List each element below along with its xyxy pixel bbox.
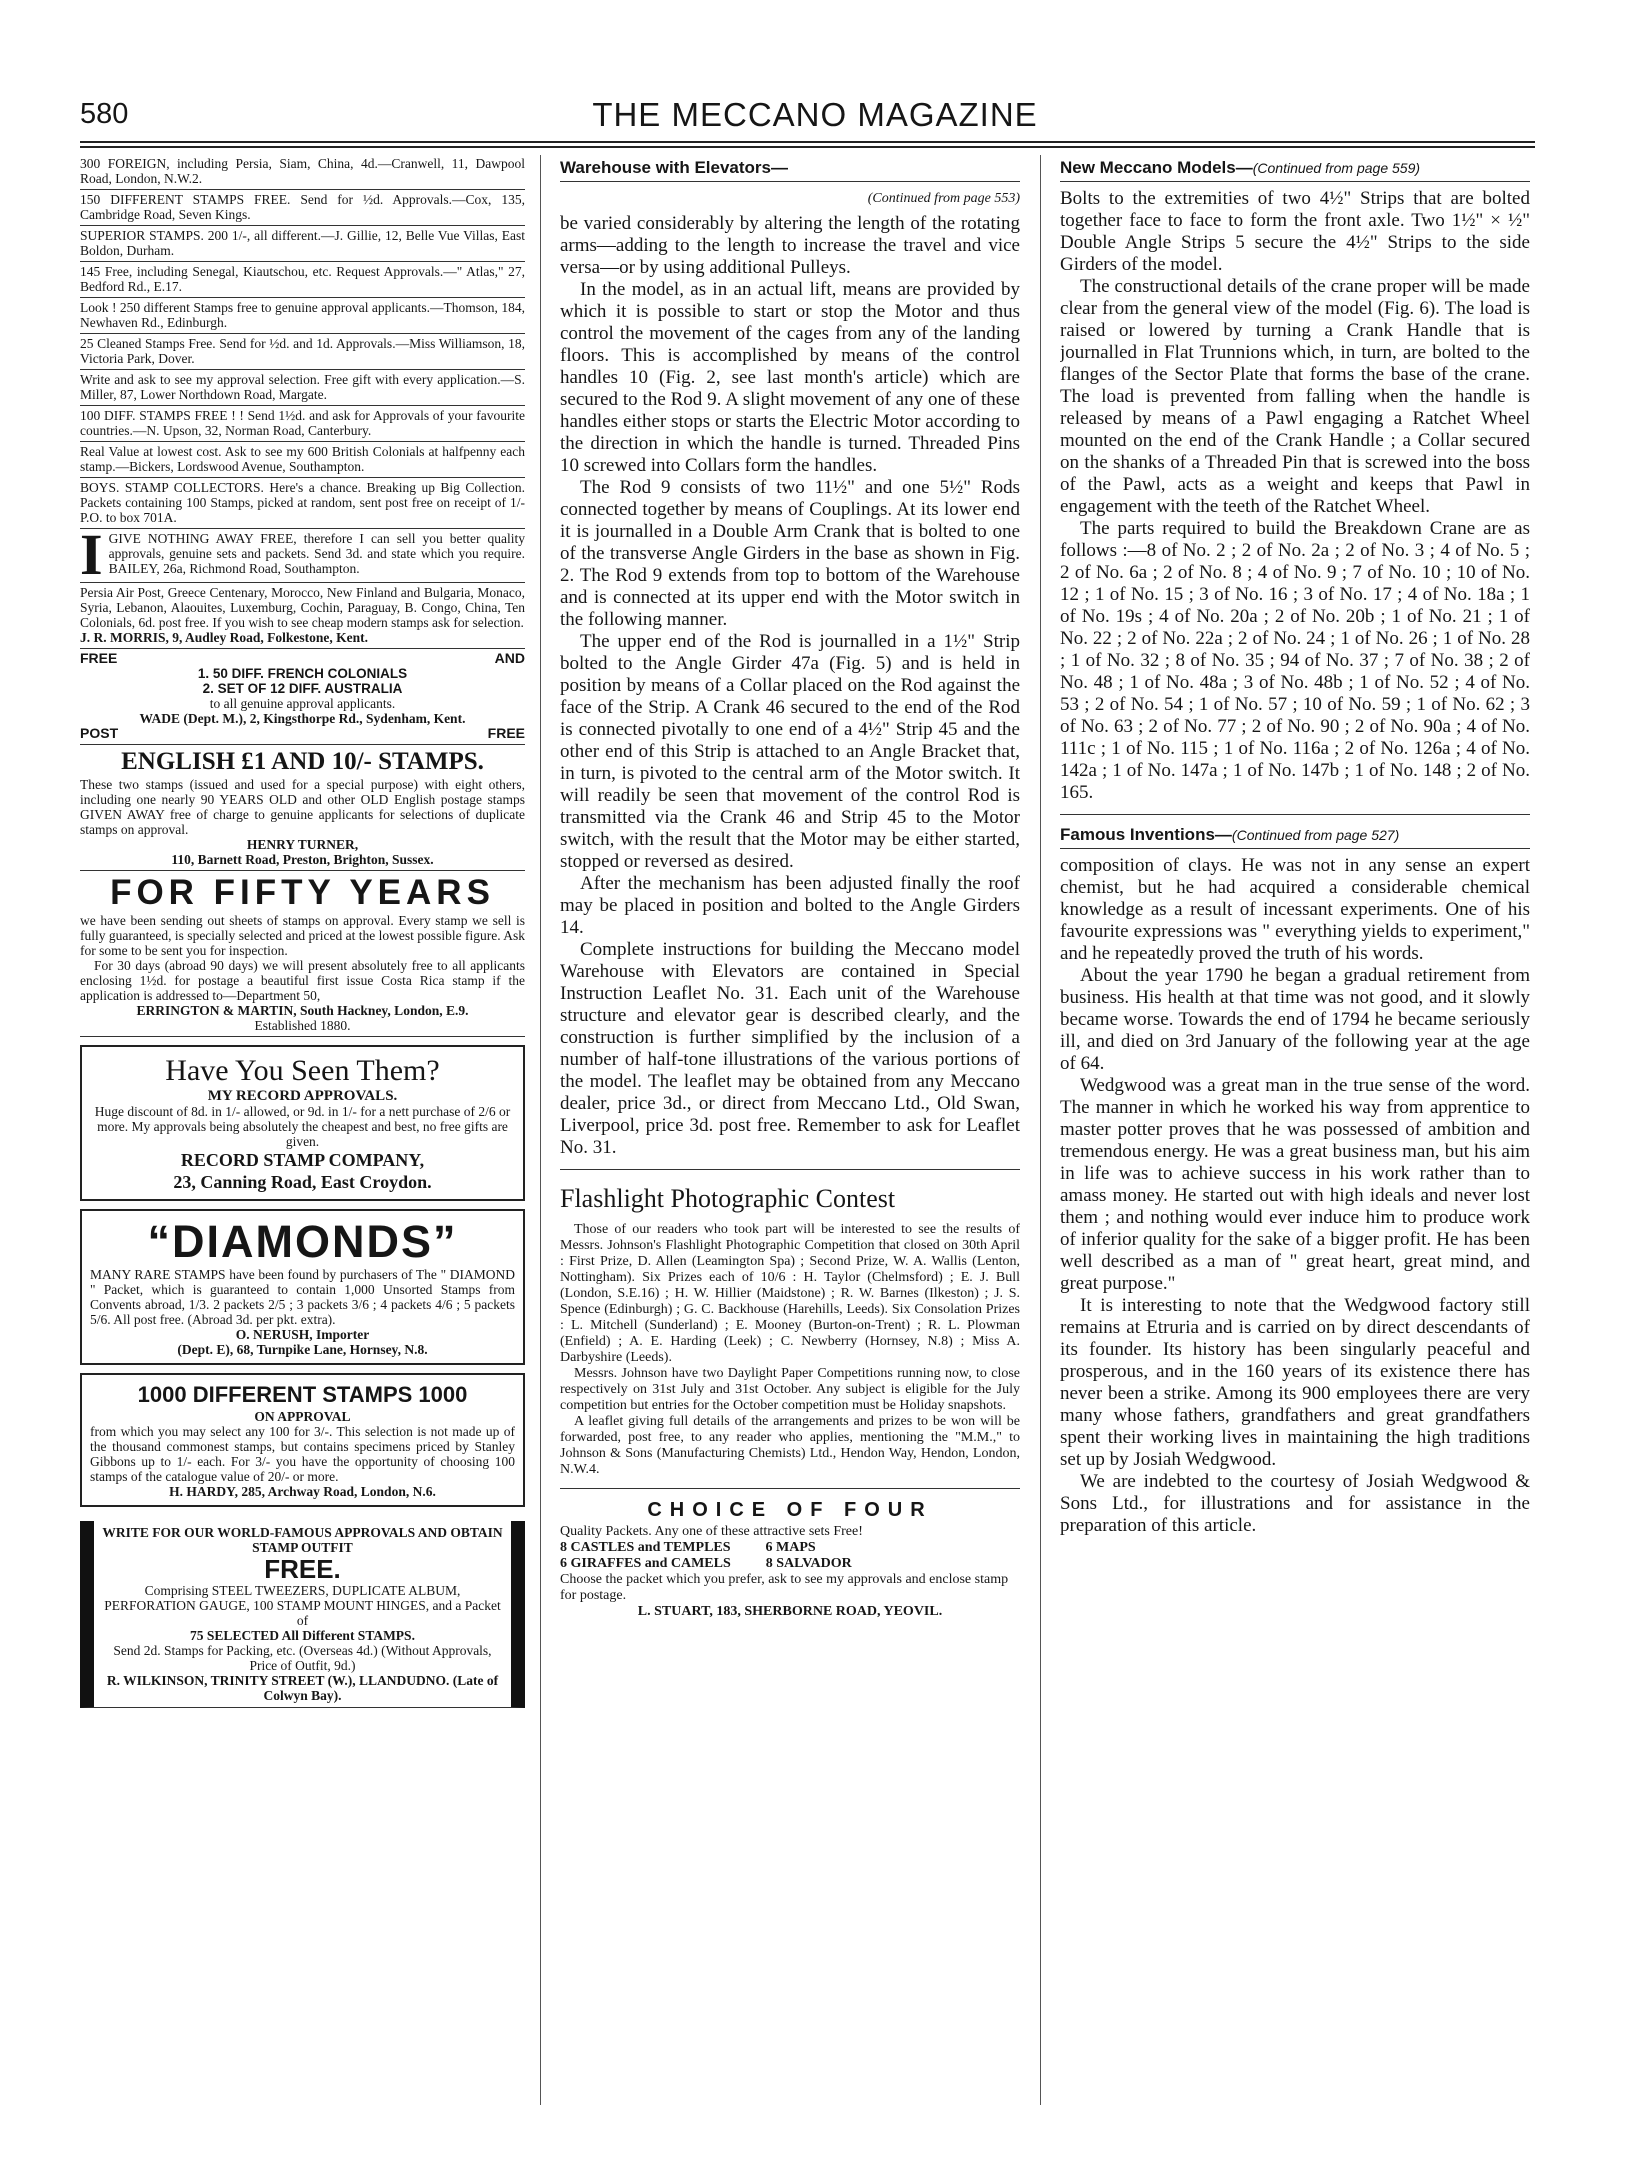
hardy-ad-address: H. HARDY, 285, Archway Road, London, N.6. bbox=[169, 1484, 436, 1499]
classified-ad: 25 Cleaned Stamps Free. Send for ½d. and 1d. Approvals.—Miss Williamson, 18, Victoria Park, Dover. bbox=[80, 334, 525, 370]
diamonds-ad-address: (Dept. E), 68, Turnpike Lane, Hornsey, N.8. bbox=[177, 1342, 428, 1357]
classified-ad: SUPERIOR STAMPS. 200 1/-, all different.—J. Gillie, 12, Belle Vue Villas, East Boldon, Durham. bbox=[80, 226, 525, 262]
stuart-ad-line: 6 GIRAFFES and CAMELS 8 SALVADOR bbox=[560, 1556, 852, 1571]
record-stamp-ad-subtitle: MY RECORD APPROVALS. bbox=[207, 1088, 398, 1104]
morris-ad-text: Persia Air Post, Greece Centenary, Morocco, New Finland and Bulgaria, Monaco, Syria, Lebanon, Alaouites, Luxemburg, Cochin, Paraguay, B. Congo, China, Ten Colonials, 6d. post free. If you wish to see cheap modern stamps ask for selection. bbox=[80, 585, 525, 630]
article-paragraph: Bolts to the extremities of two 4½" Strips that are bolted together face to face to form the front axle. Two 1½" × ½" Double Angle Strips 5 secure the 4½" Strips to the side Girders of the model. bbox=[1060, 188, 1530, 275]
article-paragraph: be varied considerably by altering the length of the rotating arms—adding to the length to increase the travel and vice versa—or by using additional Pulleys. bbox=[560, 213, 1020, 278]
wilkinson-ad-address: R. WILKINSON, TRINITY STREET (W.), LLANDUDNO. (Late of Colwyn Bay). bbox=[106, 1673, 499, 1703]
article-paragraph: About the year 1790 he began a gradual retirement from business. His health at that time was not good, and it slowly became worse. Towards the end of 1794 he became seriously ill, and died on 3rd January of the following year at the age of 64. bbox=[1060, 965, 1530, 1074]
article-paragraph: Complete instructions for building the Meccano model Warehouse with Elevators are contained in Special Instruction Leaflet No. 31. Each unit of the Warehouse structure and elevator gear is described clearly, and the construction is further simplified by the inclusion of a number of half-tone illustrations of the various portions of the model. The leaflet may be obtained from any Meccano dealer, price 3d., or direct from Meccano Ltd., Old Swan, Liverpool, price 3d. post free. Remember to ask for Leaflet No. 31. bbox=[560, 939, 1020, 1158]
article-paragraph: The upper end of the Rod is journalled in a 1½" Strip bolted to the Angle Girder 47a (Fig. 5) and is held in position by means of a Collar placed on the Rod against the face of the Strip. A Crank 46 secured to the end of the Rod is connected pivotally to one end of a 4½" Strip 45 and the other end of this Strip is attached to an Angle Bracket that, in turn, is pivoted to the central arm of the Motor switch. It will readily be seen that movement of the control Rod is transmitted via the Crank 46 and Strip 45 to the Motor switch, with the result that the Motor may be either started, stopped or reversed as desired. bbox=[560, 631, 1020, 872]
wade-ad bbox=[80, 649, 525, 745]
stuart-ad bbox=[560, 1499, 1020, 1620]
wade-offer-note: to all genuine approval applicants. bbox=[209, 696, 396, 711]
classified-ad: Write and ask to see my approval selection. Free gift with every application.—S. Miller, 87, Lower Northdown Road, Margate. bbox=[80, 370, 525, 406]
right-column bbox=[1060, 154, 1530, 2114]
diamonds-ad bbox=[80, 1209, 525, 1365]
hardy-ad-subtitle: ON APPROVAL bbox=[254, 1409, 351, 1424]
flashlight-paragraph: Messrs. Johnson have two Daylight Paper Competitions running now, to close respectively on 31st July and 31st October. Any subject is eligible for the July competition but entries for the October competition must be Holiday snapshots. bbox=[560, 1366, 1020, 1413]
article-paragraph: It is interesting to note that the Wedgwood factory still remains at Etruria and is carried on by direct descendants of its founder. Its history has been singularly peaceful and prosperous, and in the 160 years of its existence there has never been a strike. Among its 900 employees there are very many whose fathers, grandfathers and great grandfathers spent their working lives in maintaining the high traditions set up by Josiah Wedgwood. bbox=[1060, 1295, 1530, 1470]
wilkinson-ad-heading: WRITE FOR OUR WORLD-FAMOUS APPROVALS AND OBTAIN STAMP OUTFIT bbox=[102, 1525, 503, 1555]
inventions-article-title: Famous Inventions—(Continued from page 527) bbox=[1060, 825, 1530, 849]
wade-offer-1: 1. 50 DIFF. FRENCH COLONIALS bbox=[197, 666, 408, 681]
classified-ad: Look ! 250 different Stamps free to genuine approval applicants.—Thomson, 184, Newhaven Rd., Edinburgh. bbox=[80, 298, 525, 334]
wilkinson-ad-contents: Comprising STEEL TWEEZERS, DUPLICATE ALBUM, PERFORATION GAUGE, 100 STAMP MOUNT HINGES, and a Packet of bbox=[104, 1583, 501, 1628]
article-paragraph: After the mechanism has been adjusted finally the roof may be placed in position and bolted to the Angle Girders 14. bbox=[560, 873, 1020, 938]
article-paragraph: In the model, as in an actual lift, means are provided by which it is possible to start or stop the Motor and thus control the movement of the cages from any of the landing floors. This is accomplished by means of the control handles 10 (Fig. 2, see last month's article) which are secured to the Rod 9. A slight movement of any one of these handles either stops or starts the Electric Motor according to the direction in which the handle is turned. Threaded Pins 10 screwed into Collars form the handles. bbox=[560, 279, 1020, 476]
new-models-article bbox=[1060, 158, 1530, 804]
classified-ad: 145 Free, including Senegal, Kiautschou, etc. Request Approvals.—" Atlas," 27, Bedford Rd., E.17. bbox=[80, 262, 525, 298]
turner-ad-text: These two stamps (issued and used for a special purpose) with eight others, including one nearly 90 YEARS OLD and other OLD English postage stamps GIVEN AWAY free of charge to genuine applicants for selections of duplicate stamps on approval. bbox=[80, 777, 525, 837]
warehouse-article bbox=[560, 158, 1020, 1159]
turner-ad-address: 110, Barnett Road, Preston, Brighton, Sussex. bbox=[171, 852, 434, 867]
article-paragraph: The Rod 9 consists of two 11½" and one 5½" Rods connected together by means of Couplings. At its lower end it is journalled in a Double Arm Crank that is bolted to one of the transverse Angle Girders in the base as shown in Fig. 2. The Rod 9 extends from top to bottom of the Warehouse and is connected at its upper end with the Motor switch in the following manner. bbox=[560, 477, 1020, 630]
wilkinson-ad-packet: 75 SELECTED All Different STAMPS. bbox=[190, 1628, 415, 1643]
article-paragraph: The constructional details of the crane proper will be made clear from the general view of the model (Fig. 6). The load is raised or lowered by turning a Crank Handle that is journalled in Flat Trunnions which, in turn, are bolted to the flanges of the Sector Plate that forms the base of the crane. The load is prevented from falling when the handle is released by means of a Pawl engaging a Ratchet Wheel mounted on the end of the Crank Handle ; a Collar secured on the shanks of a Threaded Pin that is screwed into the boss of the Pawl, acts as a weight and keeps that Pawl in engagement with the teeth of the Ratchet Wheel. bbox=[1060, 276, 1530, 517]
classified-ad: 150 DIFFERENT STAMPS FREE. Send for ½d. Approvals.—Cox, 135, Cambridge Road, Seven Kings. bbox=[80, 190, 525, 226]
section-divider bbox=[560, 1169, 1020, 1170]
wade-free-right: FREE bbox=[487, 725, 525, 741]
errington-ad-text: we have been sending out sheets of stamps on approval. Every stamp we sell is fully guaranteed, is specially selected and priced at the lowest possible figure. Ask for some to be sent you for inspection. bbox=[80, 913, 525, 958]
warehouse-article-title: Warehouse with Elevators— bbox=[560, 158, 1020, 182]
errington-ad-signature: ERRINGTON & MARTIN, South Hackney, London, E.9. bbox=[136, 1003, 469, 1018]
ads-column bbox=[80, 154, 525, 2114]
flashlight-contest-title: Flashlight Photographic Contest bbox=[560, 1184, 896, 1213]
errington-ad bbox=[80, 871, 525, 1037]
morris-ad-signature: J. R. MORRIS, 9, Audley Road, Folkestone, Kent. bbox=[80, 630, 369, 645]
flashlight-paragraph: Those of our readers who took part will be interested to see the results of Messrs. Johnson's Flashlight Photographic Competition that closed on 30th April : First Prize, D. Allen (Leamington Spa) ; Second Prize, W. A. Wallis (Lenton, Nottingham). Six Prizes each of 10/6 : H. Taylor (Chelmsford) ; E. J. Bull (London, S.E.16) ; H. W. Hillier (Maidstone) ; R. W. Barnes (Ilkeston) ; J. S. Spence (Edinburgh) ; G. C. Backhouse (Harehills, Leeds). Six Consolation Prizes : L. Mitchell (Sunderland) ; E. Mooney (Burton-on-Trent) ; R. L. Plowman (Enfield) ; A. E. Harding (Leek) ; C. Newberry (Hornsey, N.8) ; Miss A. Darbyshire (Leeds). bbox=[560, 1222, 1020, 1365]
inventions-article bbox=[1060, 825, 1530, 1537]
section-divider bbox=[1060, 814, 1530, 815]
hardy-ad-title: 1000 DIFFERENT STAMPS 1000 bbox=[137, 1382, 468, 1407]
errington-ad-established: Established 1880. bbox=[254, 1018, 351, 1033]
errington-ad-text-2: For 30 days (abroad 90 days) we will present absolutely free to all applicants enclosing 1½d. for postage a beautiful first issue Costa Rica stamp if the application is addressed to—Department 50, bbox=[80, 958, 525, 1003]
flashlight-contest bbox=[560, 1184, 1020, 1478]
turner-ad-name: HENRY TURNER, bbox=[246, 837, 359, 852]
classified-ad: 100 DIFF. STAMPS FREE ! ! Send 1½d. and ask for Approvals of your favourite countries.—N. Upson, 32, Norman Road, Canterbury. bbox=[80, 406, 525, 442]
wilkinson-ad bbox=[80, 1521, 525, 1708]
column-divider bbox=[540, 155, 541, 2105]
stuart-ad-line: Choose the packet which you prefer, ask to see my approvals and enclose stamp for postage. bbox=[560, 1572, 1009, 1603]
wade-and-right: AND bbox=[494, 650, 525, 666]
stuart-ad-address: L. STUART, 183, SHERBORNE ROAD, YEOVIL. bbox=[637, 1604, 943, 1619]
bailey-ad-text: GIVE NOTHING AWAY FREE, therefore I can sell you better quality approvals, genuine sets and packets. Send 3d. and state which you require. BAILEY, 26a, Richmond Road, Southampton. bbox=[108, 531, 525, 576]
bailey-ad bbox=[80, 522, 525, 587]
wilkinson-ad-postage: Send 2d. Stamps for Packing, etc. (Overseas 4d.) (Without Approvals, Price of Outfit, 9d.) bbox=[113, 1643, 492, 1673]
new-models-continued-note: (Continued from page 559) bbox=[1252, 160, 1421, 176]
header-rule bbox=[80, 141, 1535, 143]
drop-cap: I bbox=[80, 522, 103, 587]
section-divider bbox=[560, 1488, 1020, 1489]
record-stamp-ad-text: Huge discount of 8d. in 1/- allowed, or 9d. in 1/- for a nett purchase of 2/6 or more. My approvals being absolutely the cheapest and best, no free gifts are given. bbox=[94, 1104, 511, 1149]
wade-address: WADE (Dept. M.), 2, Kingsthorpe Rd., Sydenham, Kent. bbox=[139, 711, 466, 726]
wade-free-left: FREE bbox=[80, 650, 118, 666]
article-paragraph: Wedgwood was a great man in the true sense of the word. The manner in which he worked his way from apprentice to master potter proves that he was possessed of ambition and tremendous energy. He was a great business man, but his aim in life was to achieve success in his work rather than to amass money. He started out with high ideals and never lost them ; and nothing would ever induce him to produce work of inferior quality for the sake of a bigger profit. He has been well described as a man of " great heart, great mind, and great purpose." bbox=[1060, 1075, 1530, 1294]
wilkinson-ad-free: FREE. bbox=[264, 1554, 341, 1584]
turner-ad-title: ENGLISH £1 AND 10/- STAMPS. bbox=[121, 748, 484, 775]
classified-ad: 300 FOREIGN, including Persia, Siam, China, 4d.—Cranwell, 11, Dawpool Road, London, N.W.2. bbox=[80, 154, 525, 190]
wade-offer-2: 2. SET OF 12 DIFF. AUSTRALIA bbox=[202, 681, 403, 696]
record-stamp-ad bbox=[80, 1045, 525, 1201]
article-paragraph: composition of clays. He was not in any sense an expert chemist, but he had acquired a considerable chemical knowledge as a result of incessant experiments. One of his favourite expressions was " everything yields to experiment," and he repeatedly proved the truth of his words. bbox=[1060, 855, 1530, 964]
classified-ad: Real Value at lowest cost. Ask to see my 600 British Colonials at halfpenny each stamp.—Bickers, Lordswood Avenue, Southampton. bbox=[80, 442, 525, 478]
record-stamp-ad-title: Have You Seen Them? bbox=[165, 1054, 440, 1087]
warehouse-continued-note: (Continued from page 553) bbox=[867, 191, 1020, 206]
stuart-ad-title: CHOICE OF FOUR bbox=[647, 1499, 933, 1521]
article-paragraph: We are indebted to the courtesy of Josiah Wedgwood & Sons Ltd., for illustrations and for assistance in the preparation of this article. bbox=[1060, 1471, 1530, 1536]
diamonds-ad-name: O. NERUSH, Importer bbox=[235, 1327, 370, 1342]
flashlight-paragraph: A leaflet giving full details of the arrangements and prizes to be won will be forwarded, post free, to any reader who applies, mentioning the "M.M.," to Johnson & Sons (Manufacturing Chemists) Ltd., Hendon Way, Hendon, London, N.W.4. bbox=[560, 1414, 1020, 1477]
magazine-title: THE MECCANO MAGAZINE bbox=[592, 96, 1038, 133]
header-rule-2 bbox=[80, 146, 1535, 148]
middle-column bbox=[560, 154, 1020, 2114]
inventions-continued-note: (Continued from page 527) bbox=[1231, 827, 1400, 843]
hardy-ad-text: from which you may select any 100 for 3/-. This selection is not made up of the thousand commonest stamps, but contains specimens priced by Stanley Gibbons up to 1/- each. For 3/- you have the opportunity of choosing 100 stamps of the catalogue value of 20/- or more. bbox=[90, 1424, 515, 1484]
stuart-ad-line: 8 CASTLES and TEMPLES 6 MAPS bbox=[560, 1540, 816, 1555]
classified-ad: BOYS. STAMP COLLECTORS. Here's a chance. Breaking up Big Collection. Packets containing 100 Stamps, picked at random, sent post free on receipt of 1/- P.O. to box 701A. bbox=[80, 478, 525, 529]
morris-ad bbox=[80, 583, 525, 649]
article-paragraph: The parts required to build the Breakdown Crane are as follows :—8 of No. 2 ; 2 of No. 2a ; 2 of No. 3 ; 4 of No. 5 ; 2 of No. 6a ; 2 of No. 8 ; 4 of No. 9 ; 7 of No. 10 ; 10 of No. 12 ; 1 of No. 15 ; 3 of No. 16 ; 3 of No. 17 ; 4 of No. 18a ; 1 of No. 19s ; 4 of No. 20a ; 2 of No. 20b ; 1 of No. 21 ; 1 of No. 22 ; 2 of No. 22a ; 2 of No. 24 ; 1 of No. 26 ; 1 of No. 28 ; 1 of No. 32 ; 8 of No. 35 ; 94 of No. 37 ; 7 of No. 38 ; 2 of No. 48 ; 1 of No. 48a ; 3 of No. 48b ; 1 of No. 52 ; 4 of No. 53 ; 2 of No. 54 ; 1 of No. 57 ; 10 of No. 59 ; 1 of No. 62 ; 3 of No. 63 ; 2 of No. 77 ; 2 of No. 90 ; 2 of No. 90a ; 4 of No. 111c ; 1 of No. 115 ; 1 of No. 116a ; 2 of No. 126a ; 4 of No. 142a ; 1 of No. 147a ; 1 of No. 147b ; 1 of No. 148 ; 2 of No. 165. bbox=[1060, 518, 1530, 803]
stuart-ad-line: Quality Packets. Any one of these attractive sets Free! bbox=[560, 1524, 863, 1539]
page-header bbox=[60, 90, 1570, 138]
turner-ad bbox=[80, 745, 525, 871]
column-divider bbox=[1040, 155, 1041, 2105]
errington-ad-title: FOR FIFTY YEARS bbox=[110, 873, 495, 912]
wade-post-left: POST bbox=[80, 725, 119, 741]
diamonds-ad-title: “DIAMONDS” bbox=[147, 1216, 458, 1267]
new-models-article-title: New Meccano Models—(Continued from page 559) bbox=[1060, 158, 1530, 182]
hardy-ad bbox=[80, 1373, 525, 1507]
page-number: 580 bbox=[80, 98, 129, 130]
record-stamp-ad-name: RECORD STAMP COMPANY, bbox=[180, 1150, 425, 1170]
diamonds-ad-text: MANY RARE STAMPS have been found by purchasers of The " DIAMOND " Packet, which is guaranteed to contain 1,000 Unsorted Stamps from Convents abroad, 1/3. 2 packets 2/5 ; 3 packets 3/6 ; 4 packets 4/6 ; 5 packets 5/6. All post free. (Abroad 3d. per pkt. extra). bbox=[90, 1267, 515, 1327]
record-stamp-ad-address: 23, Canning Road, East Croydon. bbox=[173, 1172, 432, 1192]
